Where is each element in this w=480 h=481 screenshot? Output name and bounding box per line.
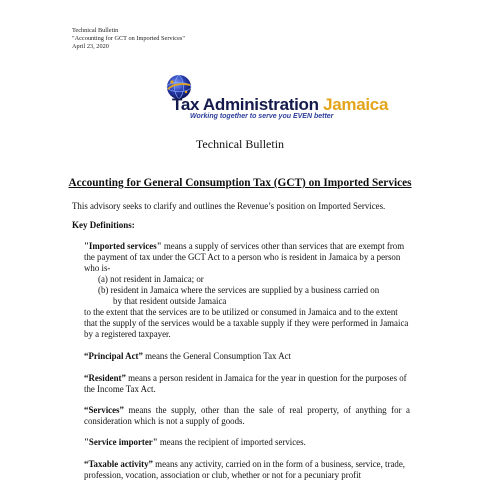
definition-resident [84, 373, 410, 395]
logo-title-part2: Jamaica [323, 95, 389, 114]
definition-service-importer [84, 437, 410, 448]
term-imported-services: "Imported services" [84, 241, 162, 251]
definition-services [84, 405, 410, 427]
term-services: “Services” [84, 405, 124, 415]
intro-paragraph: This advisory seeks to clarify and outlines the Revenue’s position on Imported Services. [72, 201, 386, 211]
definitions-heading: Key Definitions: [72, 220, 135, 230]
logo-title [172, 96, 388, 114]
definition-text: means the recipient of imported services. [157, 437, 306, 447]
term-taxable-activity: “Taxable activity” [84, 459, 153, 469]
term-principal-act: “Principal Act” [84, 351, 143, 361]
definition-text: means a person resident in Jamaica for the year in question for the purposes of the Income Tax Act. [84, 373, 407, 394]
logo-tagline: Working together to serve you EVEN better [190, 113, 334, 120]
document-title: Accounting for General Consumption Tax (GCT) on Imported Services [68, 177, 412, 189]
definition-text: means any activity, carried on in the form of a business, service, trade, profession, vocation, association or club, whether or not for a pecuniary profit [84, 459, 405, 480]
header-line-3: April 23, 2020 [72, 43, 109, 50]
document-type: Technical Bulletin [195, 137, 285, 151]
definition-text: means a supply of services other than services that are exempt from the payment of tax under the GCT Act to a person who is resident in Jamaica by a person who is- [84, 241, 405, 273]
list-item-a: (a) not resident in Jamaica; or [98, 274, 204, 284]
definition-imported-services [84, 241, 410, 340]
running-header [72, 27, 185, 51]
definition-taxable-activity [84, 459, 410, 481]
term-service-importer: "Service importer" [84, 437, 158, 447]
definition-tail: to the extent that the services are to be utilized or consumed in Jamaica and to the extent that the supply of the services would be a taxable supply if they were performed in Jamaica by a registered taxpayer. [84, 307, 409, 339]
logo-title-part1: Tax Administration [172, 95, 324, 114]
tax-administration-logo [158, 72, 389, 124]
definition-principal-act [84, 351, 410, 362]
definition-text: means the General Consumption Tax Act [142, 351, 292, 361]
header-line-1: Technical Bulletin [72, 27, 119, 34]
header-line-2: "Accounting for GCT on Imported Services" [72, 35, 185, 42]
definition-text: means the supply, other than the sale of real property, of anything for a consideration which is not a supply of goods. [84, 405, 410, 426]
term-resident: “Resident” [84, 373, 126, 383]
list-item-b-continued: by that resident outside Jamaica [113, 296, 227, 306]
list-item-b: (b) resident in Jamaica where the services are supplied by a business carried on [98, 285, 380, 295]
